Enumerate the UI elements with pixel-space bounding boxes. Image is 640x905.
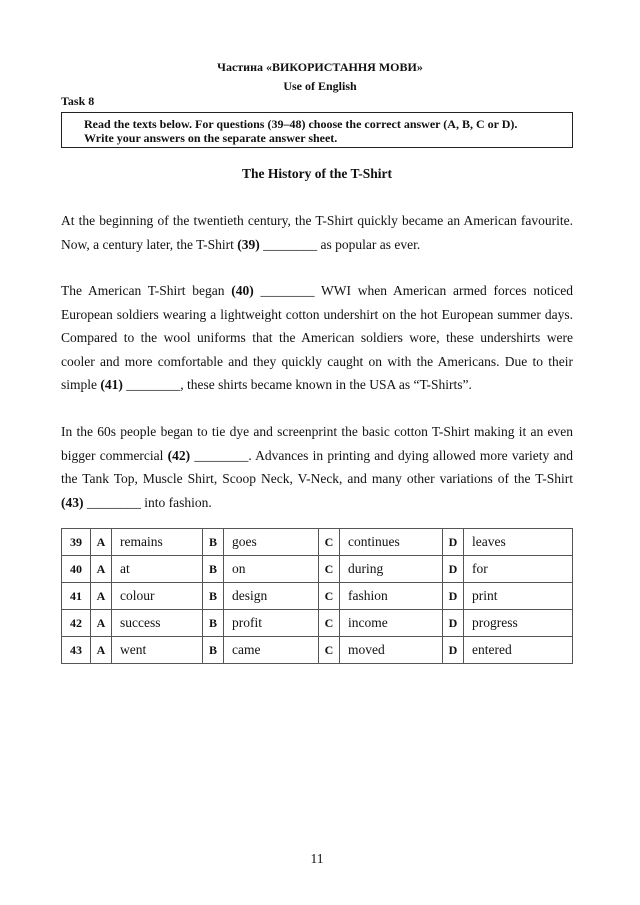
paragraph-text: as popular as ever. — [317, 236, 421, 252]
paragraph-text: . Advances in printing and dying allowed more variety and the Tank Top, Muscle Shirt, Scoop Neck, V-Neck, and many other variations of the T-Shirt — [61, 447, 574, 486]
option-letter-d: D — [443, 529, 464, 556]
question-number: 42 — [62, 610, 91, 637]
blank-40: ________ — [260, 283, 315, 298]
option-c: fashion — [340, 583, 443, 610]
option-a: success — [112, 610, 203, 637]
option-c: moved — [340, 637, 443, 664]
option-b: design — [224, 583, 319, 610]
option-letter-a: A — [91, 529, 112, 556]
paragraph-text: In the 60s people began to tie dye and screenprint the basic cotton T-Shirt making it an even bigger commercial — [61, 424, 573, 463]
paragraph-3 — [61, 420, 573, 514]
answer-options-table — [61, 528, 573, 664]
option-letter-b: B — [203, 529, 224, 556]
blank-43: ________ — [86, 494, 141, 510]
option-letter-a: A — [91, 637, 112, 664]
option-c: continues — [340, 529, 443, 556]
question-number-39: (39) — [237, 236, 260, 252]
page-number: 11 — [310, 851, 324, 866]
option-a: went — [112, 637, 203, 664]
paragraph-text: The American T-Shirt began — [61, 283, 232, 298]
table-row — [62, 583, 573, 610]
question-number-43: (43) — [61, 494, 84, 510]
option-b: goes — [224, 529, 319, 556]
option-letter-a: A — [91, 583, 112, 610]
table-row — [62, 556, 573, 583]
option-letter-d: D — [443, 556, 464, 583]
question-number-42: (42) — [167, 447, 191, 463]
subsection-heading: Use of English — [283, 79, 357, 93]
option-d: for — [464, 556, 573, 583]
option-letter-d: D — [443, 583, 464, 610]
table-row — [62, 529, 573, 556]
question-number: 40 — [62, 556, 91, 583]
paragraph-text: , these shirts became known in the USA as “T-Shirts”. — [180, 377, 472, 392]
option-a: at — [112, 556, 203, 583]
instructions-line-2: Write your answers on the separate answer sheet. — [84, 131, 338, 145]
option-letter-b: B — [203, 583, 224, 610]
paragraph-2 — [61, 279, 573, 397]
paragraph-1 — [61, 209, 573, 256]
option-letter-b: B — [203, 556, 224, 583]
question-number: 43 — [62, 637, 91, 664]
instructions-box — [61, 112, 573, 148]
table-row — [62, 610, 573, 637]
option-d: leaves — [464, 529, 573, 556]
option-d: progress — [464, 610, 573, 637]
option-letter-c: C — [319, 529, 340, 556]
option-letter-a: A — [91, 556, 112, 583]
option-a: remains — [112, 529, 203, 556]
option-a: colour — [112, 583, 203, 610]
option-c: income — [340, 610, 443, 637]
option-b: profit — [224, 610, 319, 637]
question-number: 39 — [62, 529, 91, 556]
option-b: came — [224, 637, 319, 664]
question-number-40: (40) — [231, 283, 254, 298]
option-b: on — [224, 556, 319, 583]
section-heading: Частина «ВИКОРИСТАННЯ МОВИ» — [217, 60, 423, 74]
paragraph-text: WWI when American armed forces noticed European soldiers wearing a lightweight cotton undershirt on the hot European summer days. Compared to the wool uniforms that the American soldiers wore, these undershirts were cooler and more comfortable and they quickly caught on with the Americans. Due to their simple — [61, 283, 573, 392]
blank-39: ________ — [263, 236, 318, 252]
option-letter-c: C — [319, 637, 340, 664]
option-letter-d: D — [443, 610, 464, 637]
option-letter-b: B — [203, 637, 224, 664]
paragraph-text: At the beginning of the twentieth century, the T-Shirt quickly became an American favourite. Now, a century later, the T-Shirt — [61, 213, 573, 252]
blank-42: ________ — [194, 447, 249, 463]
option-d: entered — [464, 637, 573, 664]
task-label: Task 8 — [61, 94, 95, 108]
question-number: 41 — [62, 583, 91, 610]
question-number-41: (41) — [100, 377, 123, 392]
option-d: print — [464, 583, 573, 610]
instructions-line-1: Read the texts below. For questions (39–48) choose the correct answer (A, B, C or D). — [84, 117, 518, 131]
option-letter-c: C — [319, 556, 340, 583]
option-letter-d: D — [443, 637, 464, 664]
article-title: The History of the T-Shirt — [241, 166, 392, 181]
table-row — [62, 637, 573, 664]
option-letter-b: B — [203, 610, 224, 637]
option-letter-c: C — [319, 610, 340, 637]
option-c: during — [340, 556, 443, 583]
blank-41: ________ — [126, 377, 181, 392]
option-letter-a: A — [91, 610, 112, 637]
paragraph-text: into fashion. — [140, 494, 212, 510]
option-letter-c: C — [319, 583, 340, 610]
